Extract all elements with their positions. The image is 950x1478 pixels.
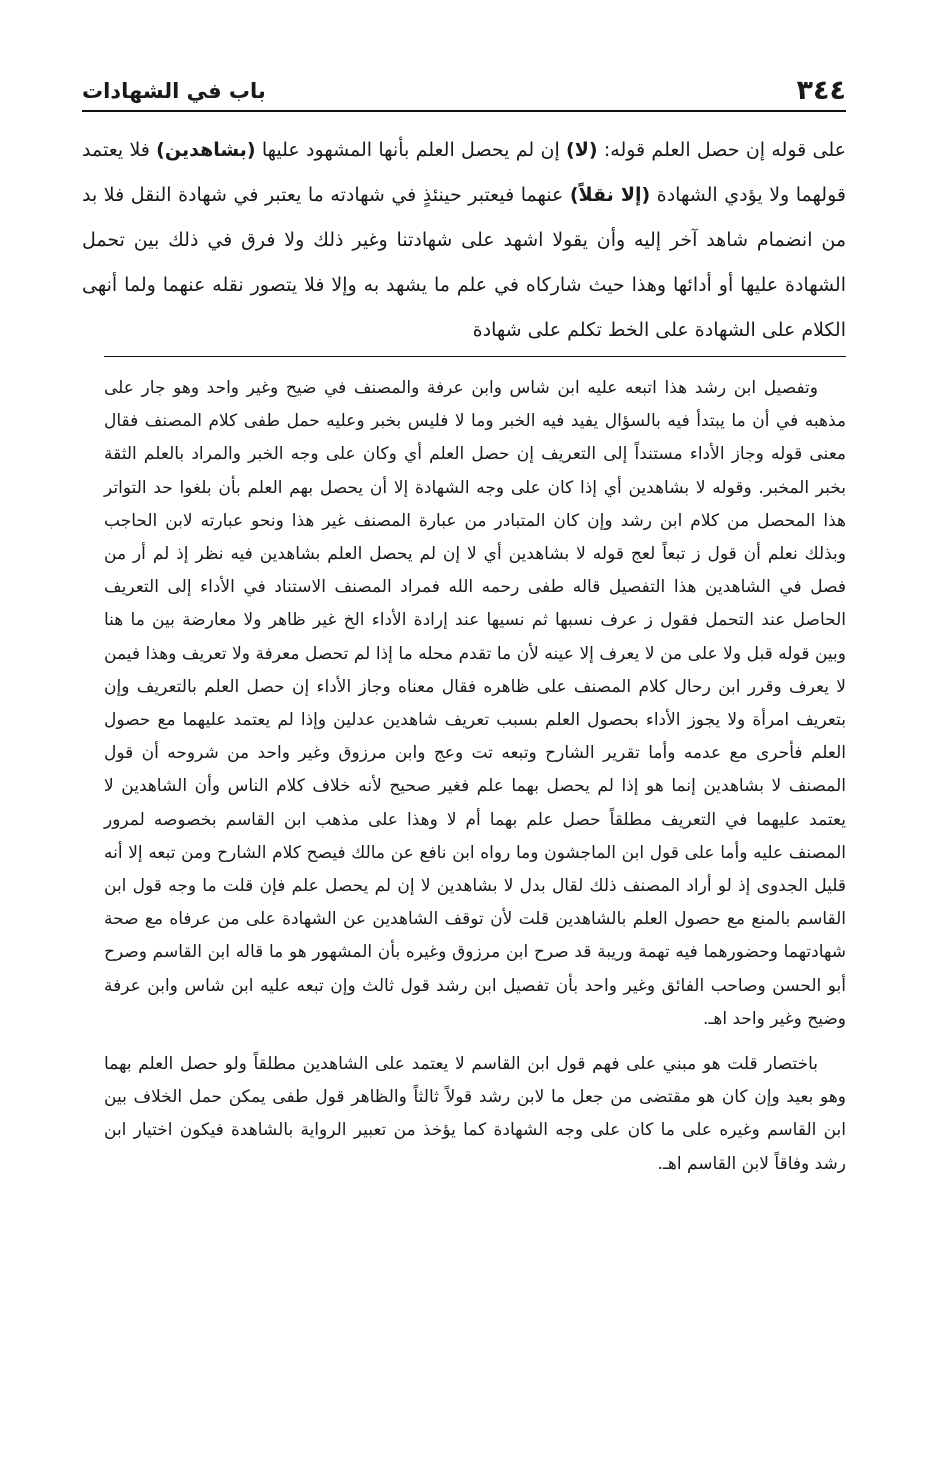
main-text-block [82, 128, 846, 353]
footnotes-block [104, 372, 846, 1181]
keyword-bishahidayn: (بشاهدين) [156, 139, 256, 161]
page-number: ٣٤٤ [796, 75, 846, 106]
footnote-paragraph: وتفصيل ابن رشد هذا اتبعه عليه ابن شاس وابن عرفة والمصنف في ضيح وغير واحد وهو جار على مذهبه في أن ما يبتدأ فيه بالسؤال يفيد فيه الخبر وما لا فليس بخبر وعليه حمل طفى كلام المصنف فقال معنى قوله وجاز الأداء مستنداً إلى التعريف إن حصل العلم أي وكان على وجه الخبر والمراد بالعلم الثقة بخبر المخبر. وقوله لا بشاهدين أي إذا كان على وجه الشهادة إلا أن يحصل بهم العلم بأن بلغوا حد التواتر هذا المحصل من كلام ابن رشد وإن كان المتبادر من عبارة المصنف غير هذا ونحو عبارته لابن الحاجب وبذلك نعلم أن قول ز تبعاً لعج قوله لا بشاهدين أي لا إن لم يحصل العلم بشاهدين فيه نظر إذ لم أر من فصل في الشاهدين هذا التفصيل قاله طفى رحمه الله فمراد المصنف الاستناد في الأداء إلى التعريف الحاصل عند التحمل فقول ز عرف نسبها ثم نسيها عند إرادة الأداء الخ غير ظاهر ولا معارضة بين ما هنا وبين قوله قبل ولا على من لا يعرف إلا عينه لأن ما تقدم محله ما إذا لم تحصل معرفة ولا تعريف وهذا فيمن لا يعرف وقرر ابن رحال كلام المصنف على ظاهره فقال معناه وجاز الأداء إن حصل العلم بالتعريف وإن بتعريف امرأة ولا يجوز الأداء بحصول العلم بسبب تعريف شاهدين عدلين وإذا لم يعتمد عليهما مع حصول العلم فأحرى مع عدمه وأما تقرير الشارح وتبعه تت وعج وابن مرزوق وغير واحد من شروحه أن قول المصنف لا بشاهدين إنما هو إذا لم يحصل بهما علم فغير صحيح لأنه خلاف كلام الناس وأن الشاهدين لا يعتمد عليهما في التعريف مطلقاً حصل علم بهما أم لا وهذا على مذهب ابن القاسم بخصوصه لمرور المصنف عليه وأما على قول ابن الماجشون وما رواه ابن نافع عن مالك فيصح كلام الشارح ومن تبعه إلا أنه قليل الجدوى إذ لو أراد المصنف ذلك لقال بدل لا بشاهدين لا إن لم يحصل علم فإن قلت ما وجه قول ابن القاسم بالمنع مع حصول العلم بالشاهدين قلت لأن توقف الشاهدين عن الشهادة على من عرفاه مع صحة شهادتهما وحضورهما فيه تهمة وريبة قد صرح ابن مرزوق وغيره بأن المشهور هو ما قاله ابن القاسم وصرح أبو الحسن وصاحب الفائق وغير واحد بأن تفصيل ابن رشد قول ثالث وإن تبعه عليه ابن شاس وابن عرفة وضيح وغير واحد اهـ. [104, 378, 846, 1029]
running-title: باب في الشهادات [82, 79, 266, 103]
keyword-la: (لا) [566, 139, 598, 161]
keyword-illa-naqlan: (إلا نقلاً) [569, 184, 651, 206]
main-text-segment: فلا يعتمد قولهما ولا يؤدي الشهادة [82, 139, 846, 206]
main-text-segment: إن لم يحصل العلم بأنها المشهود عليها [255, 139, 567, 161]
footnote-paragraph: باختصار قلت هو مبني على فهم قول ابن القاسم لا يعتمد على الشاهدين مطلقاً ولو حصل العلم بهما وهو بعيد وإن كان هو مقتضى من جعل ما لابن رشد قولاً ثالثاً والظاهر قول طفى يمكن حمل الخلاف بين ابن القاسم وغيره على ما كان على وجه الشهادة كما يؤخذ من تعبير الرواية بالشاهدة فيكون اختيار ابن رشد وفاقاً لابن القاسم اهـ. [104, 1054, 846, 1174]
footnote-divider [104, 356, 846, 357]
page-header [82, 70, 846, 112]
main-text-segment: على قوله إن حصل العلم قوله: [597, 139, 846, 161]
main-text-segment: عنهما فيعتبر حينئذٍ في شهادته ما يعتبر في شهادة النقل فلا بد من انضمام شاهد آخر إليه وأن يقولا اشهد على شهادتنا وغير ذلك ولا فرق في ذلك بين تحمل الشهادة عليها أو أدائها وهذا حيث شاركاه في علم ما يشهد به وإلا فلا يتصور نقله عنهما ولما أنهى الكلام على الشهادة على الخط تكلم على شهادة [82, 184, 846, 341]
